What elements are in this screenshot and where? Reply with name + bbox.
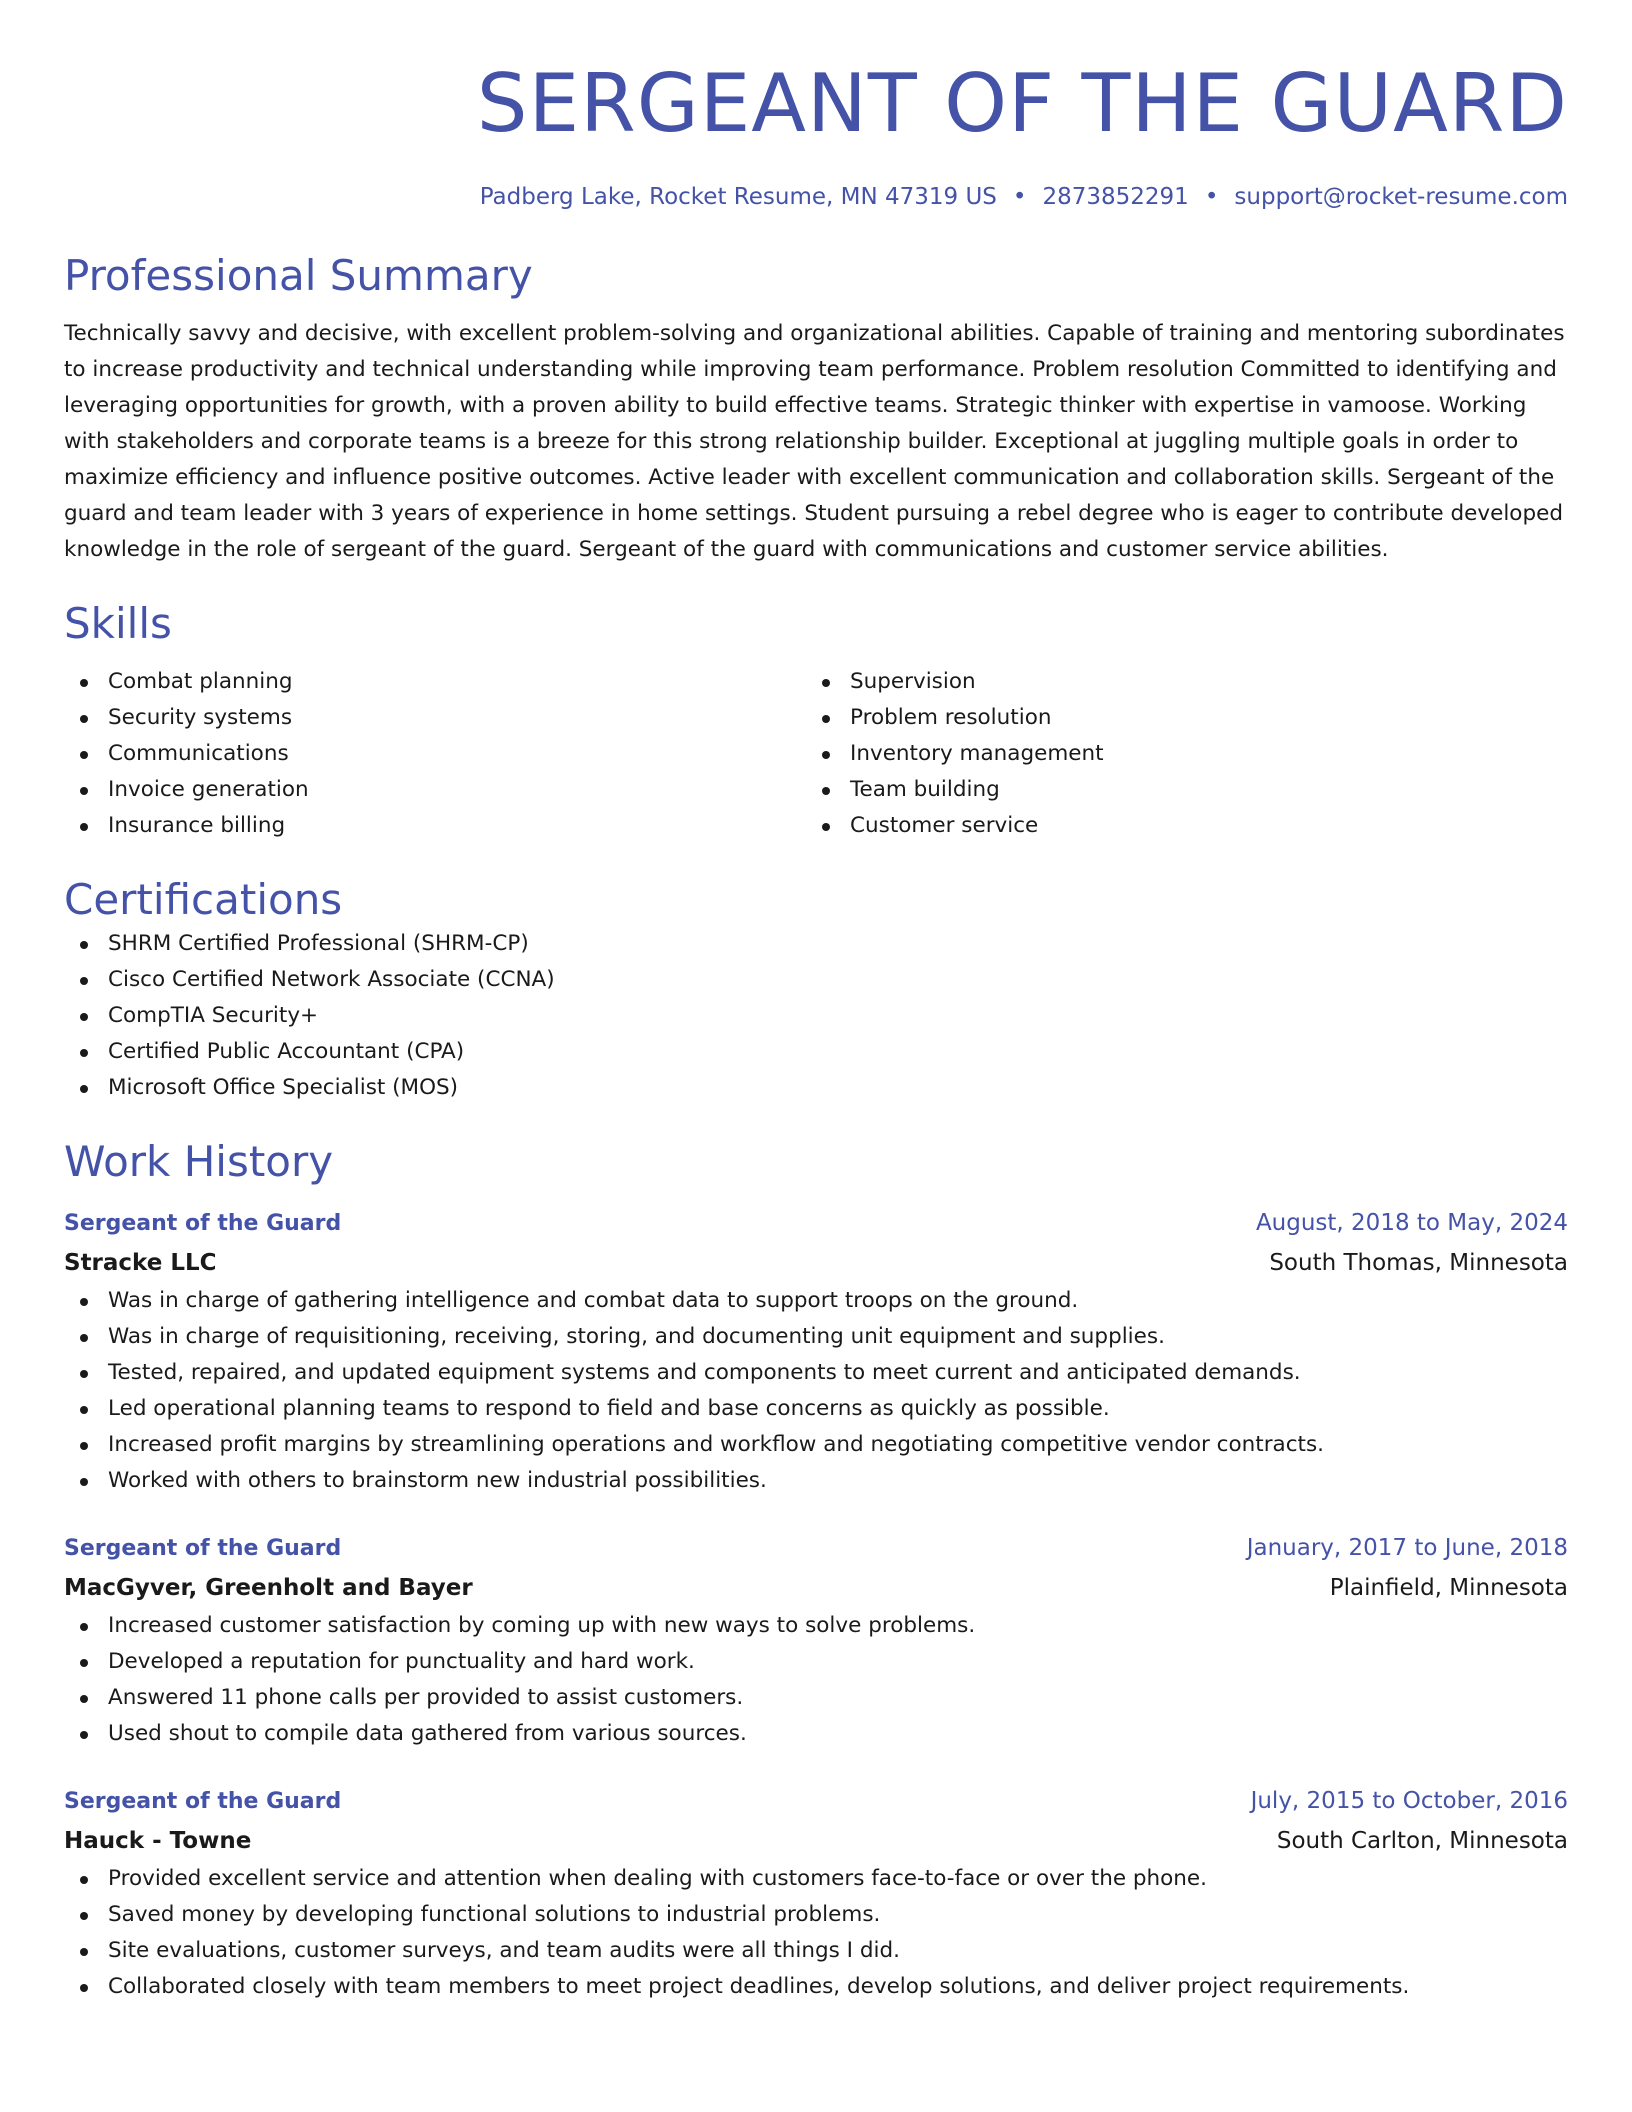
work-history-heading: Work History (64, 1137, 334, 1186)
skills-column-left (64, 664, 806, 844)
resume-page (64, 0, 1568, 2005)
skill-item: Communications (64, 736, 806, 772)
job-title: Sergeant of the Guard (64, 1789, 342, 1814)
job-location: South Thomas, Minnesota (1269, 1250, 1568, 1276)
contact-line (64, 182, 1568, 212)
summary-text: Technically savvy and decisive, with excellent problem-solving and organizational abilities. Capable of training and mentoring subordinates to increase productivity and technical understanding while improving team performance. Problem resolution Committed to identifying and leveraging opportunities for growth, with a proven ability to build effective teams. Strategic thinker with expertise in vamoose. Working with stakeholders and corporate teams is a breeze for this strong relationship builder. Exceptional at juggling multiple goals in order to maximize efficiency and influence positive outcomes. Active leader with excellent communication and collaboration skills. Sergeant of the guard and team leader with 3 years of experience in home settings. Student pursuing a rebel degree who is eager to contribute developed knowledge in the role of sergeant of the guard. Sergeant of the guard with communications and customer service abilities. (64, 321, 1565, 562)
skill-item: Problem resolution (806, 700, 1548, 736)
summary-heading: Professional Summary (64, 251, 533, 300)
job-duty: Answered 11 phone calls per provided to assist customers. (64, 1680, 1568, 1716)
skill-item: Insurance billing (64, 808, 806, 844)
contact-separator: • (1012, 184, 1027, 210)
skills-list-right (806, 664, 1548, 844)
skill-item: Team building (806, 772, 1548, 808)
job-duty: Collaborated closely with team members to meet project deadlines, develop solutions, and deliver project requirements. (64, 1969, 1568, 2005)
skills-heading: Skills (64, 599, 172, 648)
certifications-list (64, 926, 1568, 1106)
contact-separator: • (1204, 184, 1219, 210)
job-duties-list (64, 1283, 1568, 1499)
skill-item: Security systems (64, 700, 806, 736)
skill-item: Customer service (806, 808, 1548, 844)
job-title: Sergeant of the Guard (64, 1536, 342, 1561)
skill-item: Inventory management (806, 736, 1548, 772)
certifications-heading: Certifications (64, 875, 343, 924)
job-duty: Used shout to compile data gathered from various sources. (64, 1716, 1568, 1752)
job-company: Hauck - Towne (64, 1828, 252, 1854)
job-duty: Provided excellent service and attention when dealing with customers face-to-face or over the phone. (64, 1861, 1568, 1897)
job-duty: Site evaluations, customer surveys, and team audits were all things I did. (64, 1933, 1568, 1969)
job-duty: Developed a reputation for punctuality and hard work. (64, 1644, 1568, 1680)
skills-column-right (806, 664, 1548, 844)
certification-item: Cisco Certified Network Associate (CCNA) (64, 962, 1568, 998)
job-dates: August, 2018 to May, 2024 (1255, 1210, 1568, 1236)
job-employer-row (64, 1821, 1568, 1861)
job-header-row (64, 1204, 1568, 1243)
job-entry (64, 1204, 1568, 1499)
job-title: Sergeant of the Guard (64, 1211, 342, 1236)
job-entry (64, 1782, 1568, 2005)
skill-item: Combat planning (64, 664, 806, 700)
job-duty: Led operational planning teams to respond to field and base concerns as quickly as possible. (64, 1391, 1568, 1427)
job-duty: Increased profit margins by streamlining operations and workflow and negotiating competitive vendor contracts. (64, 1427, 1568, 1463)
job-entry (64, 1529, 1568, 1752)
job-location: South Carlton, Minnesota (1276, 1828, 1568, 1854)
job-dates: January, 2017 to June, 2018 (1246, 1535, 1568, 1561)
contact-address: Padberg Lake, Rocket Resume, MN 47319 US (479, 184, 997, 210)
job-dates: July, 2015 to October, 2016 (1250, 1788, 1568, 1814)
job-duties-list (64, 1608, 1568, 1752)
job-duty: Increased customer satisfaction by coming up with new ways to solve problems. (64, 1608, 1568, 1644)
skill-item: Invoice generation (64, 772, 806, 808)
contact-phone: 2873852291 (1042, 184, 1189, 210)
job-duty: Was in charge of gathering intelligence and combat data to support troops on the ground. (64, 1283, 1568, 1319)
job-employer-row (64, 1243, 1568, 1283)
job-header-row (64, 1529, 1568, 1568)
job-duty: Saved money by developing functional solutions to industrial problems. (64, 1897, 1568, 1933)
certification-item: SHRM Certified Professional (SHRM-CP) (64, 926, 1568, 962)
job-company: Stracke LLC (64, 1250, 217, 1276)
certification-item: Certified Public Accountant (CPA) (64, 1034, 1568, 1070)
job-duty: Tested, repaired, and updated equipment systems and components to meet current and anticipated demands. (64, 1355, 1568, 1391)
job-duties-list (64, 1861, 1568, 2005)
certification-item: CompTIA Security+ (64, 998, 1568, 1034)
contact-email[interactable]: support@rocket-resume.com (1234, 184, 1568, 210)
job-company: MacGyver, Greenholt and Bayer (64, 1575, 473, 1601)
candidate-name: SERGEANT OF THE GUARD (476, 57, 1568, 150)
skills-list-left (64, 664, 806, 844)
job-location: Plainfield, Minnesota (1329, 1575, 1568, 1601)
job-duty: Was in charge of requisitioning, receiving, storing, and documenting unit equipment and supplies. (64, 1319, 1568, 1355)
job-duty: Worked with others to brainstorm new industrial possibilities. (64, 1463, 1568, 1499)
certification-item: Microsoft Office Specialist (MOS) (64, 1070, 1568, 1106)
skills-grid (64, 664, 1568, 844)
job-employer-row (64, 1568, 1568, 1608)
job-header-row (64, 1782, 1568, 1821)
skill-item: Supervision (806, 664, 1548, 700)
